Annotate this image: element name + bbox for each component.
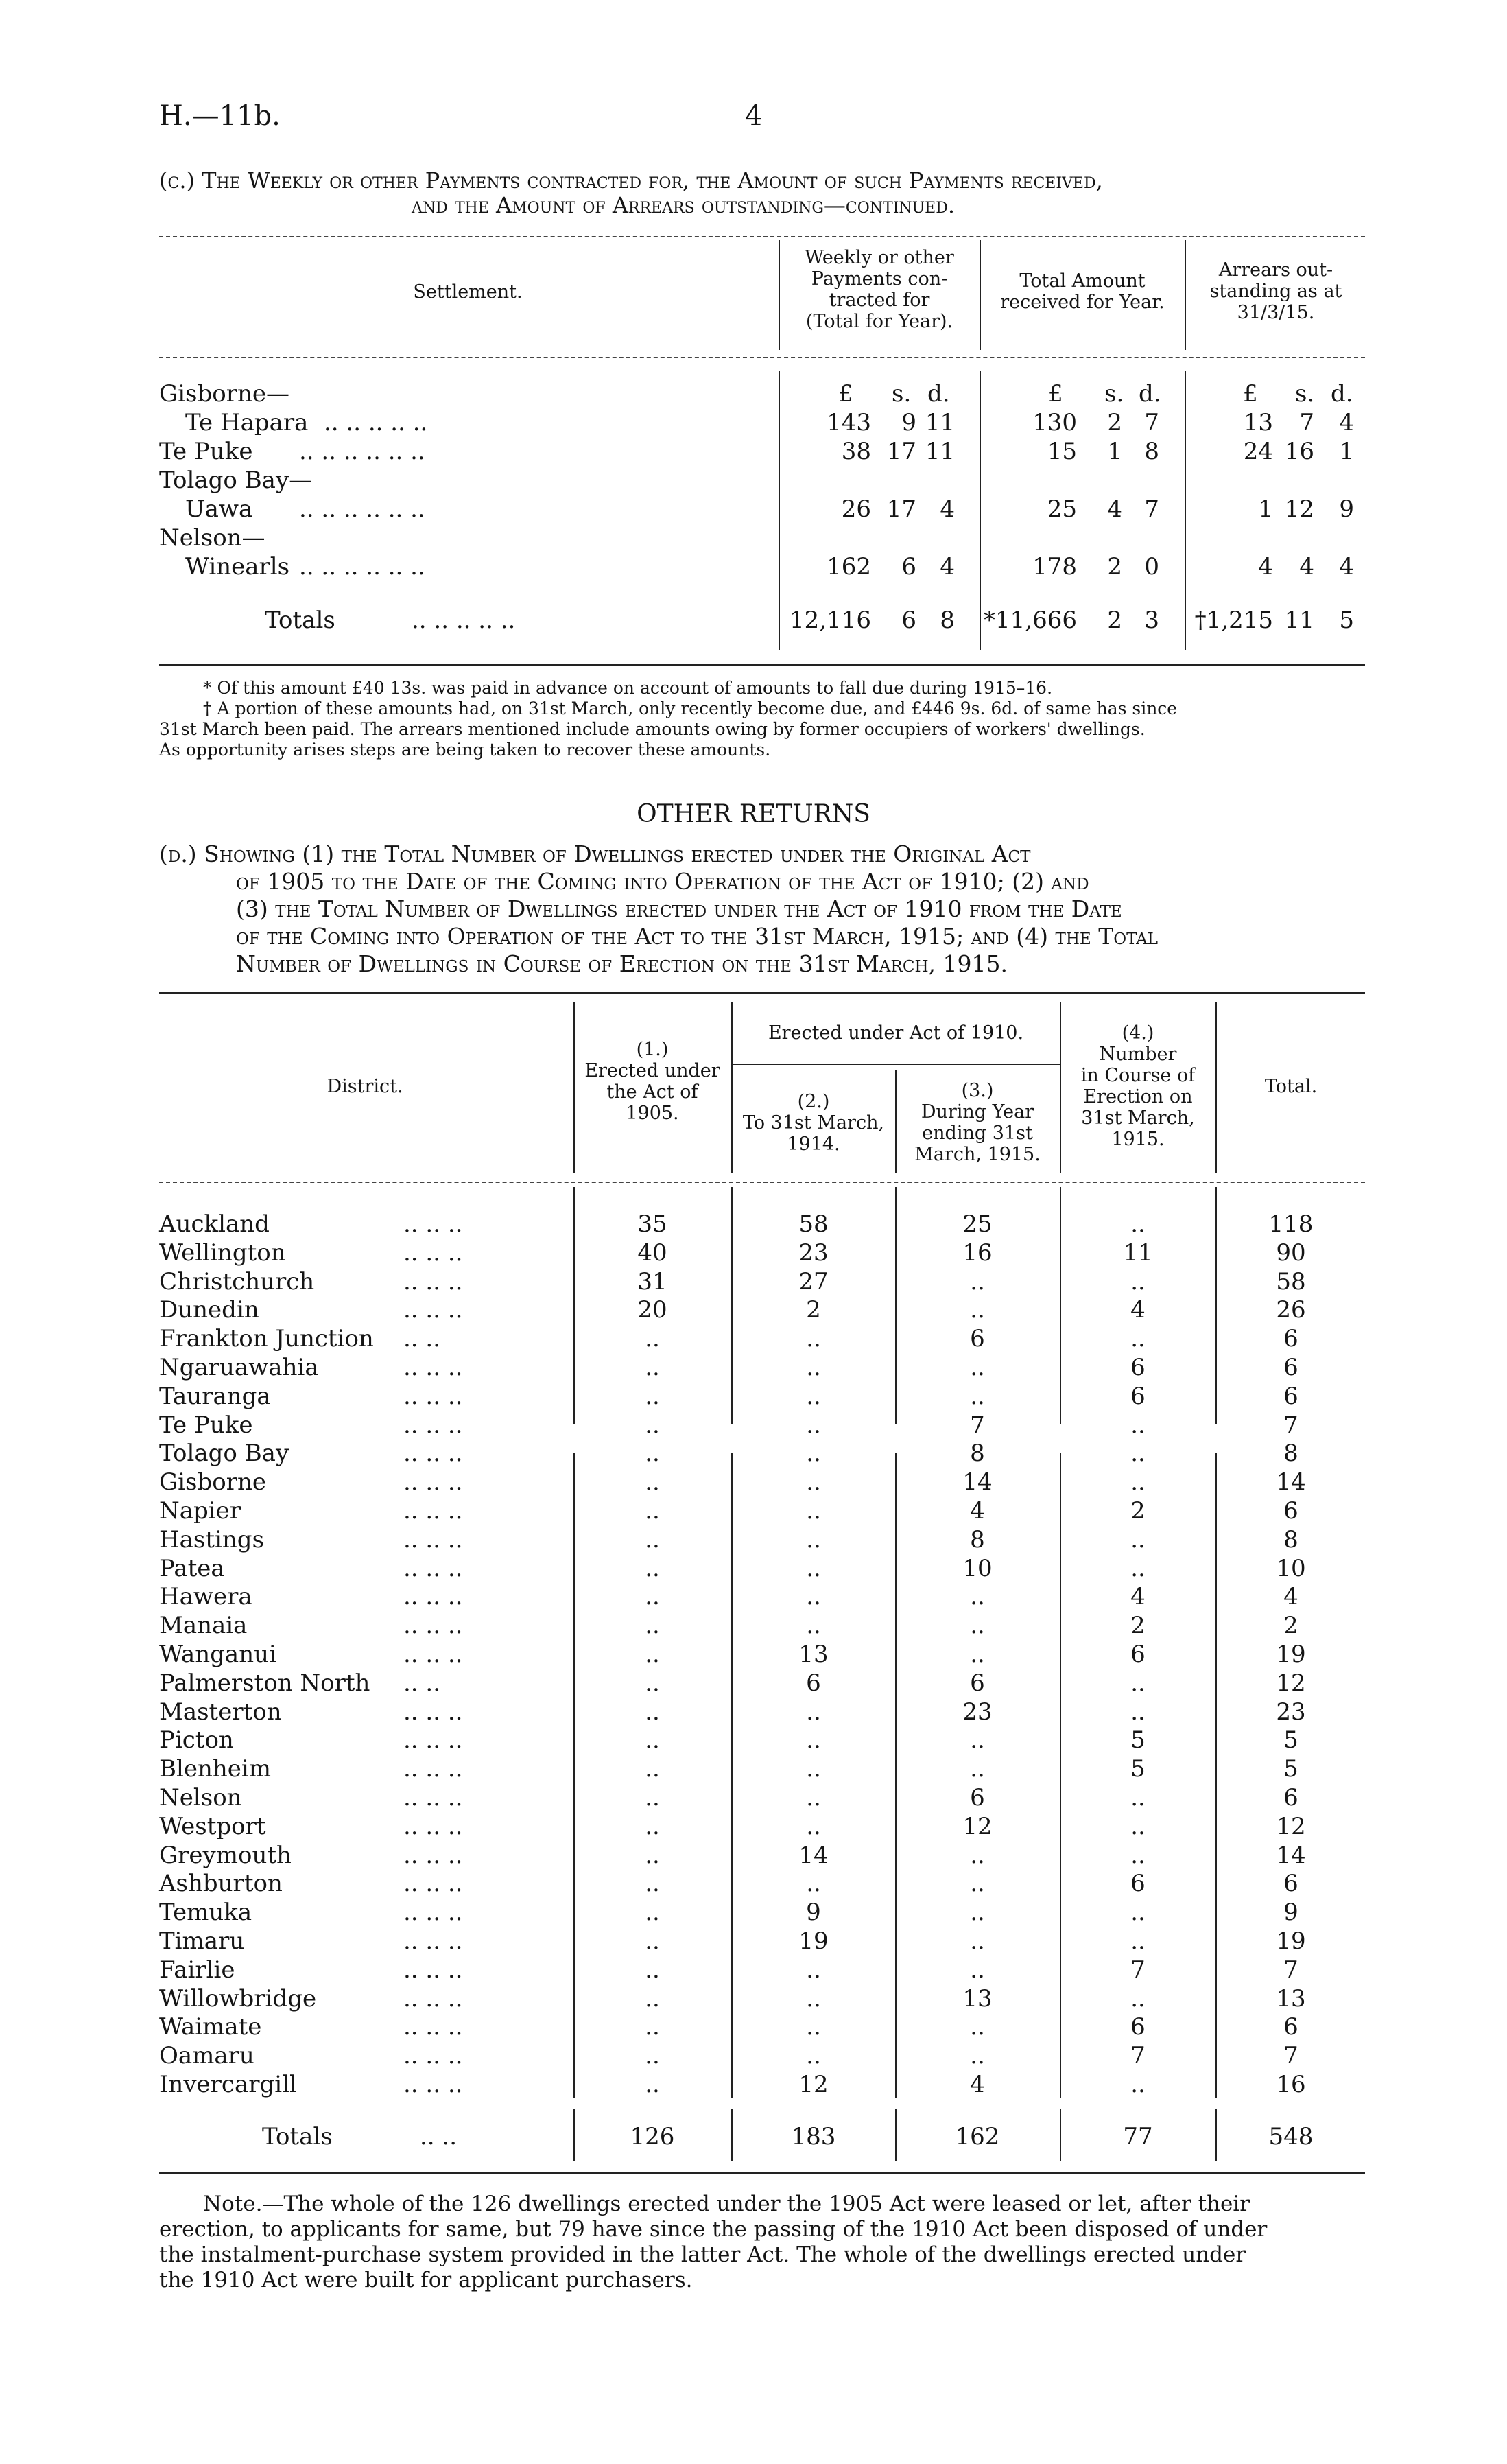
cell-total: 13 [1276,1985,1306,2013]
cell-c2: 13 [798,1641,829,1668]
cell-c4: 4 [1130,1296,1146,1324]
cell-c1: .. [645,2013,660,2041]
cell-c3: .. [970,1956,985,1984]
cell-total: 58 [1276,1268,1306,1295]
table-row [0,1698,1507,1727]
cell-c1: .. [645,1784,660,1811]
table-d-totals-row: Totals .. .. 126 183 162 77 548 [262,2123,1314,2150]
cell-district: Invercargill [159,2071,297,2098]
cell-c4: 6 [1130,1383,1146,1410]
table-c-divider [1185,240,1186,350]
cell-total: 6 [1283,1325,1298,1352]
cell-c2: 9 [806,1899,821,1926]
column-header-in-course: (4.) Number in Course of Erection on 31st March, 1915. [1080,1022,1196,1150]
cell-dots: .. .. [403,1669,441,1697]
cell-total: 6 [1283,1383,1298,1410]
cell-dots: .. .. .. [403,1726,463,1754]
cell-c4: .. [1130,2071,1146,2098]
cell-dots: .. .. .. [403,1440,463,1467]
cell-c2: .. [806,1526,821,1553]
cell-c4: 7 [1130,1956,1146,1984]
cell-c4: 6 [1130,1641,1146,1668]
cell-c2: .. [806,1726,821,1754]
cell-dots: .. .. .. [403,1985,463,2013]
cell-dots: .. .. .. [403,1784,463,1811]
table-d-bottom-rule [159,2172,1365,2174]
cell-c4: .. [1130,1555,1146,1582]
table-row [0,1612,1507,1641]
cell-c2: .. [806,1813,821,1840]
table-row [0,1927,1507,1956]
cell-c2: .. [806,1870,821,1897]
cell-c3: 6 [970,1325,985,1352]
cell-dots: .. .. .. [403,1268,463,1295]
cell-c3: 14 [962,1468,993,1496]
cell-dots: .. .. .. [403,1927,463,1955]
table-d-top-rule [159,992,1365,994]
cell-c1: .. [645,1755,660,1783]
note-line: Note.—The whole of the 126 dwellings erected under the 1905 Act were leased or let, after their [203,2192,1250,2216]
section-d-title-line1: (d.) Showing (1) the Total Number of Dwellings erected under the Original Act [159,841,1031,867]
table-c-divider [980,240,981,350]
cell-c3: 13 [962,1985,993,2013]
table-row [0,1669,1507,1698]
column-header-district: District. [327,1076,403,1097]
table-c-header-rule [159,357,1365,358]
cell-c2: .. [806,1555,821,1582]
cell-c4: .. [1130,1813,1146,1840]
cell-c1: .. [645,2042,660,2069]
section-d-title-line5: Number of Dwellings in Course of Erection on the 31st March, 1915. [236,950,1008,977]
cell-total: 6 [1283,1354,1298,1381]
cell-c3: 10 [962,1555,993,1582]
cell-dots: .. .. .. [403,1612,463,1639]
cell-total: 7 [1283,1411,1298,1439]
cell-c2: .. [806,1354,821,1381]
cell-c2: 19 [798,1927,829,1955]
cell-c3: .. [970,1755,985,1783]
section-c-title-line2: and the Amount of Arrears outstanding—continued. [412,192,956,218]
section-heading-other-returns: OTHER RETURNS [637,800,870,828]
cell-c2: .. [806,1497,821,1525]
cell-c1: .. [645,1354,660,1381]
cell-district: Blenheim [159,1755,272,1783]
cell-dots: .. .. .. [403,1411,463,1439]
column-header-settlement: Settlement. [413,281,523,303]
cell-total: 5 [1283,1755,1298,1783]
document-reference: H.—11b. [159,100,281,132]
table-row [0,1842,1507,1870]
cell-c3: .. [970,2042,985,2069]
cell-c3: 6 [970,1669,985,1697]
cell-c3: .. [970,1842,985,1869]
cell-dots: .. .. .. [403,1842,463,1869]
cell-total: 12 [1276,1669,1306,1697]
cell-c3: 8 [970,1440,985,1467]
cell-district: Christchurch [159,1268,315,1295]
cell-district: Wellington [159,1239,286,1267]
table-row [0,1296,1507,1325]
table-c-divider [779,240,780,350]
cell-c1: .. [645,1669,660,1697]
cell-c4: .. [1130,1440,1146,1467]
table-row [0,1468,1507,1497]
table-row [0,1383,1507,1411]
cell-dots: .. .. .. [403,1497,463,1525]
cell-district: Westport [159,1813,266,1840]
cell-dots: .. .. .. [403,2042,463,2069]
table-c-group-row: Nelson— [159,524,265,552]
cell-c4: 2 [1130,1612,1146,1639]
table-row [0,2042,1507,2071]
cell-c1: .. [645,1813,660,1840]
cell-c3: .. [970,1268,985,1295]
table-row [0,1956,1507,1985]
cell-district: Tauranga [159,1383,271,1410]
cell-c1: .. [645,1899,660,1926]
note-line: erection, to applicants for same, but 79 have since the passing of the 1910 Act been disposed of under [159,2217,1268,2242]
cell-district: Palmerston North [159,1669,370,1697]
cell-c1: 35 [637,1210,667,1238]
cell-c4: .. [1130,1268,1146,1295]
cell-c2: .. [806,2013,821,2041]
cell-total: 6 [1283,1870,1298,1897]
cell-total: 7 [1283,1956,1298,1984]
cell-c2: 58 [798,1210,829,1238]
cell-c2: 27 [798,1268,829,1295]
cell-c4: .. [1130,1325,1146,1352]
cell-c2: .. [806,1985,821,2013]
table-row [0,1813,1507,1842]
section-d-title-line2: of 1905 to the Date of the Coming into Operation of the Act of 1910; (2) and [236,868,1089,895]
cell-dots: .. .. .. [403,1956,463,1984]
cell-c2: .. [806,1583,821,1610]
cell-total: 19 [1276,1641,1306,1668]
cell-district: Dunedin [159,1296,259,1324]
cell-c4: .. [1130,1698,1146,1726]
table-row [0,1239,1507,1268]
cell-c2: 23 [798,1239,829,1267]
cell-total: 26 [1276,1296,1306,1324]
table-row [0,1784,1507,1813]
cell-c4: 6 [1130,1354,1146,1381]
table-row [0,1641,1507,1669]
cell-c1: 40 [637,1239,667,1267]
table-row [0,1268,1507,1297]
cell-c4: 7 [1130,2042,1146,2069]
cell-c3: .. [970,1296,985,1324]
cell-dots: .. .. .. [403,1755,463,1783]
cell-c4: .. [1130,1468,1146,1496]
cell-c2: .. [806,1755,821,1783]
cell-c3: .. [970,1726,985,1754]
cell-dots: .. .. .. [403,2071,463,2098]
cell-c1: 31 [637,1268,667,1295]
cell-c2: .. [806,1411,821,1439]
cell-c3: .. [970,1383,985,1410]
cell-c1: .. [645,1583,660,1610]
cell-total: 6 [1283,1784,1298,1811]
cell-c3: 16 [962,1239,993,1267]
cell-c3: .. [970,1899,985,1926]
cell-c4: .. [1130,1411,1146,1439]
cell-c1: .. [645,1870,660,1897]
table-c-row: Winearls .. .. .. .. .. .. 162 6 4 178 2 0 4 4 4 [185,553,1354,580]
cell-c2: .. [806,1956,821,1984]
cell-c2: .. [806,1612,821,1639]
cell-c4: .. [1130,1842,1146,1869]
cell-c3: .. [970,2013,985,2041]
note-line: the instalment-purchase system provided in the latter Act. The whole of the dwellings erected under [159,2242,1246,2267]
table-row [0,1354,1507,1383]
cell-dots: .. .. .. [403,1813,463,1840]
cell-c1: .. [645,1956,660,1984]
cell-c1: .. [645,1497,660,1525]
column-header-weekly-payments: Weekly or other Payments con- tracted for (Total for Year). [805,247,954,332]
column-header-act-1910: Erected under Act of 1910. [768,1022,1024,1044]
cell-district: Oamaru [159,2042,254,2069]
cell-c3: 4 [970,2071,985,2098]
cell-c4: 5 [1130,1755,1146,1783]
cell-district: Greymouth [159,1842,292,1869]
cell-c2: 2 [806,1296,821,1324]
cell-c3: 8 [970,1526,985,1553]
cell-dots: .. .. .. [403,1296,463,1324]
cell-district: Hastings [159,1526,265,1553]
cell-district: Timaru [159,1927,245,1955]
cell-c4: .. [1130,1210,1146,1238]
cell-district: Te Puke [159,1411,253,1439]
section-d-title-line3: (3) the Total Number of Dwellings erected under the Act of 1910 from the Date [236,895,1122,922]
footnote-dagger-continued: As opportunity arises steps are being taken to recover these amounts. [159,740,771,760]
cell-dots: .. .. .. [403,1210,463,1238]
cell-c3: 6 [970,1784,985,1811]
cell-district: Waimate [159,2013,262,2041]
cell-c1: .. [645,1383,660,1410]
cell-dots: .. .. .. [403,1383,463,1410]
cell-c1: .. [645,1440,660,1467]
section-c-title-line1: (c.) The Weekly or other Payments contracted for, the Amount of such Payments received, [159,167,1103,193]
table-d-header-rule [159,1182,1365,1183]
cell-total: 6 [1283,2013,1298,2041]
cell-district: Masterton [159,1698,282,1726]
cell-c4: 11 [1123,1239,1153,1267]
footnote-dagger-continued: 31st March been paid. The arrears mentioned include amounts owing by former occupiers of workers' dwellings. [159,719,1146,739]
cell-c3: 7 [970,1411,985,1439]
cell-c1: .. [645,1325,660,1352]
cell-dots: .. .. .. [403,1526,463,1553]
cell-c2: .. [806,1468,821,1496]
cell-c1: .. [645,1698,660,1726]
table-c-row: Te Hapara .. .. .. .. .. 143 9 11 130 2 7 13 7 4 [185,409,1354,436]
cell-total: 5 [1283,1726,1298,1754]
cell-c2: .. [806,1440,821,1467]
cell-c4: .. [1130,1784,1146,1811]
cell-c1: .. [645,1641,660,1668]
currency-header-row: £ s. d. £ s. d. £ s. d. [838,380,1353,408]
column-header-arrears: Arrears out- standing as at 31/3/15. [1209,259,1342,323]
column-header-total-received: Total Amount received for Year. [1000,270,1165,313]
table-c-row: Uawa .. .. .. .. .. .. 26 17 4 25 4 7 1 12 9 [185,495,1354,523]
table-row [0,2071,1507,2100]
cell-c3: 4 [970,1497,985,1525]
cell-c2: 6 [806,1669,821,1697]
cell-c2: .. [806,1325,821,1352]
table-c-group-row: Tolago Bay— [159,467,313,494]
table-row [0,1555,1507,1584]
cell-c1: .. [645,1842,660,1869]
cell-total: 2 [1283,1612,1298,1639]
cell-c1: .. [645,1726,660,1754]
cell-dots: .. .. .. [403,1239,463,1267]
cell-total: 23 [1276,1698,1306,1726]
cell-c1: .. [645,1985,660,2013]
table-row [0,1526,1507,1555]
cell-total: 16 [1276,2071,1306,2098]
cell-c4: .. [1130,1669,1146,1697]
cell-c1: .. [645,1927,660,1955]
cell-c3: .. [970,1870,985,1897]
cell-c2: .. [806,1784,821,1811]
cell-dots: .. .. .. [403,1870,463,1897]
cell-district: Napier [159,1497,241,1525]
cell-district: Manaia [159,1612,248,1639]
cell-district: Temuka [159,1899,252,1926]
table-c-totals-row: Totals .. .. .. .. .. 12,116 6 8 *11,666 2 3 †1,215 11 5 [265,607,1354,634]
cell-total: 14 [1276,1468,1306,1496]
cell-c4: .. [1130,1927,1146,1955]
table-row [0,1870,1507,1899]
cell-c4: 2 [1130,1497,1146,1525]
table-row [0,1755,1507,1784]
cell-dots: .. .. .. [403,1555,463,1582]
cell-district: Wanganui [159,1641,276,1668]
cell-district: Willowbridge [159,1985,317,2013]
cell-c1: .. [645,1526,660,1553]
cell-district: Picton [159,1726,234,1754]
cell-total: 4 [1283,1583,1298,1610]
table-row [0,1726,1507,1755]
cell-total: 8 [1283,1526,1298,1553]
cell-c3: 23 [962,1698,993,1726]
table-row [0,1210,1507,1239]
note-paragraph [159,2192,1366,2293]
footnote-asterisk: * Of this amount £40 13s. was paid in advance on account of amounts to fall due during 1915–16. [203,678,1053,698]
cell-dots: .. .. .. [403,2013,463,2041]
cell-dots: .. .. .. [403,1354,463,1381]
cell-c2: .. [806,1383,821,1410]
cell-c3: 25 [962,1210,993,1238]
cell-c3: .. [970,1583,985,1610]
cell-c4: .. [1130,1526,1146,1553]
cell-district: Tolago Bay [159,1440,289,1467]
cell-dots: .. .. .. [403,1641,463,1668]
column-header-to-1914: (2.) To 31st March, 1914. [742,1091,885,1155]
table-row [0,1985,1507,2014]
cell-c3: .. [970,1612,985,1639]
cell-district: Nelson [159,1784,242,1811]
table-row [0,1325,1507,1354]
cell-dots: .. .. .. [403,1698,463,1726]
footnote-dagger: † A portion of these amounts had, on 31st March, only recently become due, and £446 9s. 6d. of same has since [203,699,1178,718]
cell-c4: 6 [1130,1870,1146,1897]
cell-c4: 4 [1130,1583,1146,1610]
cell-c4: 6 [1130,2013,1146,2041]
cell-district: Auckland [159,1210,270,1238]
page-number: 4 [745,100,763,132]
cell-c2: .. [806,2042,821,2069]
table-row [0,1497,1507,1526]
cell-dots: .. .. .. [403,1899,463,1926]
cell-district: Patea [159,1555,225,1582]
cell-district: Ashburton [159,1870,283,1897]
cell-c2: 12 [798,2071,829,2098]
column-header-during-1915: (3.) During Year ending 31st March, 1915. [914,1080,1041,1165]
cell-c4: .. [1130,1985,1146,2013]
cell-total: 19 [1276,1927,1306,1955]
cell-district: Gisborne [159,1468,266,1496]
cell-c3: 12 [962,1813,993,1840]
cell-total: 118 [1268,1210,1314,1238]
cell-district: Ngaruawahia [159,1354,319,1381]
table-c-bottom-rule [159,664,1365,666]
cell-c1: .. [645,1411,660,1439]
table-row [0,1899,1507,1927]
table-row [0,1440,1507,1468]
cell-c1: 20 [637,1296,667,1324]
table-row [0,1411,1507,1440]
cell-district: Hawera [159,1583,252,1610]
cell-total: 10 [1276,1555,1306,1582]
table-c-row: Te Puke .. .. .. .. .. .. 38 17 11 15 1 8 24 16 1 [159,438,1354,465]
table-d-subheader-rule [731,1064,1060,1065]
cell-c3: .. [970,1354,985,1381]
cell-c4: .. [1130,1899,1146,1926]
cell-total: 14 [1276,1842,1306,1869]
cell-c1: .. [645,1612,660,1639]
cell-c3: .. [970,1641,985,1668]
column-header-total: Total. [1264,1076,1318,1097]
cell-district: Fairlie [159,1956,235,1984]
cell-total: 8 [1283,1440,1298,1467]
cell-dots: .. .. .. [403,1468,463,1496]
note-line: the 1910 Act were built for applicant purchasers. [159,2268,693,2292]
table-row [0,2013,1507,2042]
section-d-title-line4: of the Coming into Operation of the Act to the 31st March, 1915; and (4) the Total [236,923,1159,950]
table-c-group-row: Gisborne— [159,380,289,408]
cell-total: 9 [1283,1899,1298,1926]
cell-c4: 5 [1130,1726,1146,1754]
cell-c2: 14 [798,1842,829,1869]
cell-total: 90 [1276,1239,1306,1267]
cell-c1: .. [645,1555,660,1582]
cell-total: 12 [1276,1813,1306,1840]
cell-dots: .. .. [403,1325,441,1352]
column-header-erected-1905: (1.) Erected under the Act of 1905. [584,1039,720,1124]
cell-c1: .. [645,2071,660,2098]
table-c-top-rule [159,236,1365,237]
cell-total: 6 [1283,1497,1298,1525]
cell-c2: .. [806,1698,821,1726]
cell-c3: .. [970,1927,985,1955]
cell-district: Frankton Junction [159,1325,374,1352]
table-row [0,1583,1507,1612]
cell-c1: .. [645,1468,660,1496]
cell-total: 7 [1283,2042,1298,2069]
cell-dots: .. .. .. [403,1583,463,1610]
